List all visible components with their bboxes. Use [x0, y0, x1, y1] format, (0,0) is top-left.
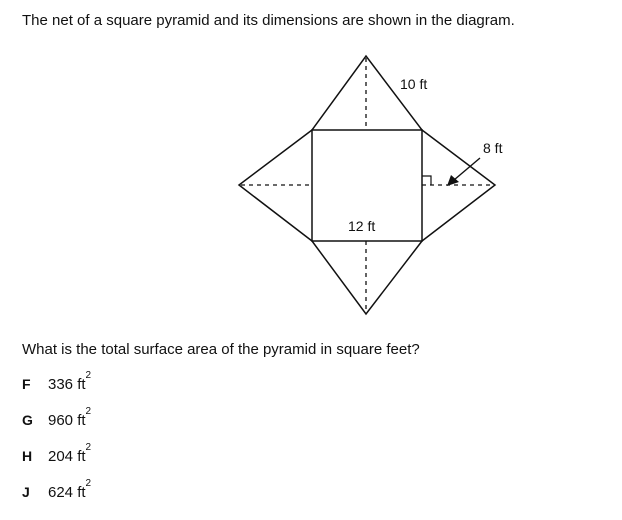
intro-text: The net of a square pyramid and its dimensions are shown in the diagram.: [22, 12, 515, 29]
top-triangle: [312, 56, 422, 130]
slant-height-label: 10 ft: [400, 76, 428, 92]
right-angle-mark: [422, 176, 431, 185]
base-edge-label: 12 ft: [348, 218, 376, 234]
choice-unit: ft: [77, 376, 86, 393]
answer-choice-g[interactable]: G 960 ft 2: [22, 406, 92, 429]
choice-value: 624: [48, 484, 74, 501]
answer-choice-f[interactable]: F 336 ft 2: [22, 370, 92, 393]
choice-unit: ft: [77, 484, 86, 501]
choice-letter: G: [22, 412, 33, 428]
bottom-triangle: [312, 241, 422, 314]
choice-letter: J: [22, 484, 30, 500]
choice-letter: H: [22, 448, 33, 464]
answer-choice-j[interactable]: J 624 ft 2: [22, 478, 92, 501]
answer-choices: [22, 370, 92, 520]
choice-letter: F: [22, 376, 31, 392]
pyramid-height-label: 8 ft: [483, 140, 503, 156]
height-lines: [241, 58, 493, 312]
choice-value: 336: [48, 376, 74, 393]
question-text: What is the total surface area of the pyramid in square feet?: [22, 341, 420, 358]
answer-choice-h[interactable]: H 204 ft 2: [22, 442, 92, 465]
choice-unit: ft: [77, 412, 86, 429]
choice-unit: ft: [77, 448, 86, 465]
choice-value: 960: [48, 412, 74, 429]
choice-value: 204: [48, 448, 74, 465]
